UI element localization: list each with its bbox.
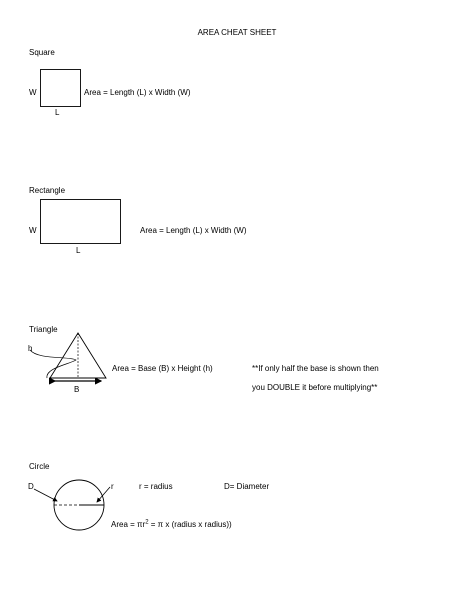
rectangle-width-label: W bbox=[29, 226, 37, 235]
triangle-note-line-1: **If only half the base is shown then bbox=[252, 364, 379, 373]
circle-radius-definition: r = radius bbox=[139, 482, 173, 491]
square-formula: Area = Length (L) x Width (W) bbox=[84, 88, 191, 97]
triangle-formula: Area = Base (B) x Height (h) bbox=[112, 364, 213, 373]
square-heading: Square bbox=[29, 48, 55, 57]
square-length-label: L bbox=[55, 108, 60, 117]
square-shape bbox=[41, 70, 81, 107]
triangle-heading: Triangle bbox=[29, 325, 58, 334]
circle-diameter-definition: D= Diameter bbox=[224, 482, 270, 491]
circle-formula-exponent: 2 bbox=[145, 519, 149, 526]
rectangle-length-label: L bbox=[76, 246, 81, 255]
circle-formula-prefix: Area = πr bbox=[111, 520, 146, 529]
square-width-label: W bbox=[29, 88, 37, 97]
circle-formula-suffix: = π x (radius x radius)) bbox=[148, 520, 232, 529]
triangle-base-label: B bbox=[74, 385, 80, 394]
circle-heading: Circle bbox=[29, 462, 50, 471]
page-title: AREA CHEAT SHEET bbox=[197, 28, 277, 37]
triangle-height-label: h bbox=[28, 344, 33, 353]
triangle-note-line-2: you DOUBLE it before multiplying** bbox=[252, 383, 378, 392]
circle-diameter-label: D bbox=[28, 482, 34, 491]
circle-diameter-arrow bbox=[34, 489, 57, 501]
rectangle-heading: Rectangle bbox=[29, 186, 66, 195]
rectangle-formula: Area = Length (L) x Width (W) bbox=[140, 226, 247, 235]
circle-radius-label: r bbox=[111, 482, 114, 491]
rectangle-shape bbox=[41, 200, 121, 244]
